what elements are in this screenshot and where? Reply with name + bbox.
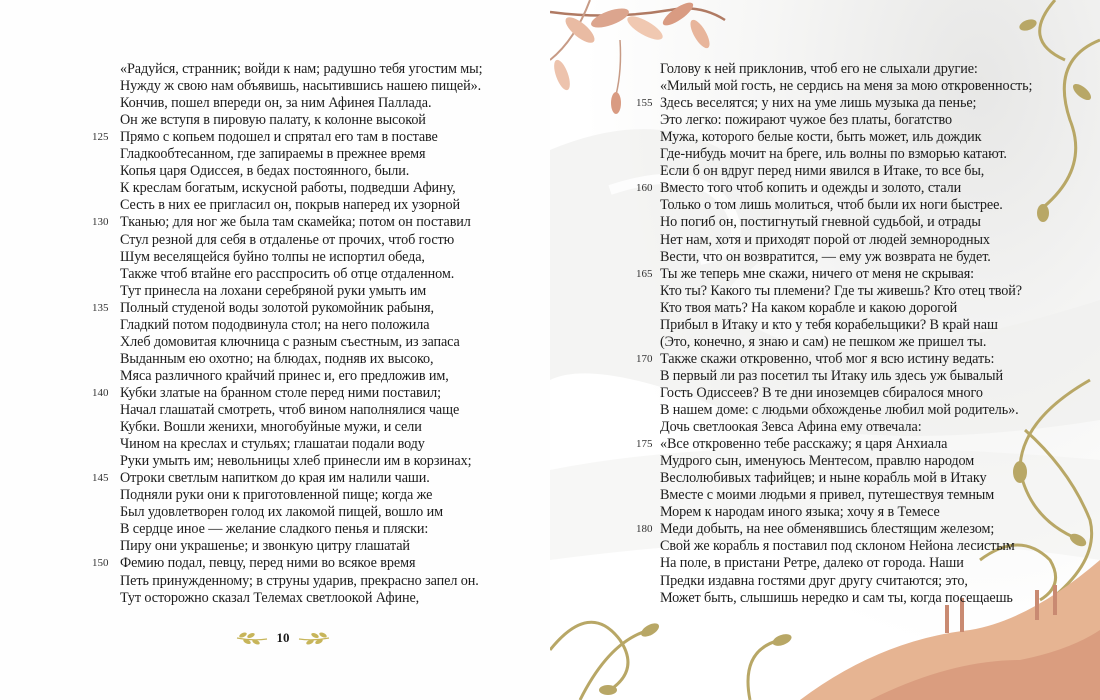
verse-line: Но погиб он, постигнутый гневной судьбой, и отрады (660, 214, 981, 231)
verse-line: Также скажи откровенно, чтоб мог я всю истину ведать: (660, 350, 995, 367)
verse-line: Ты же теперь мне скажи, ничего от меня не скрывая: (660, 265, 975, 282)
verse-line: Отроки светлым напитком до края им налили чаши. (120, 470, 430, 487)
verse-line: В нашем доме: с людьми обхожденье любил мой родитель». (660, 402, 1019, 418)
line-number: 145 (92, 472, 109, 485)
verse-line: Фемию подал, певцу, перед ними во всякое время (120, 555, 416, 572)
verse-line: Хлеб домовитая ключница с разным съестным, из запаса (120, 333, 460, 350)
verse-line: Руки умыть им; невольницы хлеб принесли им в корзинах; (120, 453, 472, 470)
verse-line: К креслам богатым, искусной работы, подведши Афину, (120, 180, 456, 197)
verse-line: Тут принесла на лохани серебряной руки умыть им (120, 282, 427, 299)
verse-line: Дочь светлоокая Зевса Афина ему отвечала: (660, 419, 922, 436)
page-folio (233, 628, 333, 648)
verse-line: Может быть, слышишь нередко и сам ты, когда посещаешь (660, 589, 1013, 606)
page-number: 10 (276, 630, 290, 645)
verse-line: Гость Одиссеев? В те дни иноземцев сбиралося много (660, 384, 983, 401)
verse-line: В сердце иное — желание сладкого пенья и пляски: (120, 521, 429, 538)
verse-line: Прямо с копьем подошел и спрятал его там в поставе (120, 129, 438, 146)
verse-line: Вместе с моими людьми я привел, путешествуя темным (660, 487, 995, 504)
line-number: 180 (636, 523, 653, 536)
verse-line: Кубки златые на бранном столе перед ними поставил; (120, 384, 441, 401)
verse-line: Был удовлетворен голод их лакомой пищей, вошло им (120, 504, 443, 521)
line-number: 175 (636, 438, 653, 451)
verse-line: (Это, конечно, я знаю и сам) не пешком же пришел ты. (660, 333, 987, 350)
verse-line: Предки издавна гостями друг другу считаются; это, (660, 572, 968, 589)
verse-line: На поле, в пристани Ретре, далеко от города. Наши (660, 555, 964, 572)
verse-line: Если б он вдруг перед ними явился в Итаке, то все бы, (660, 163, 985, 180)
verse-line: Тут осторожно сказал Телемах светлоокой Афине, (120, 589, 420, 606)
verse-line: Только о том лишь молиться, чтоб были их ноги быстрее. (660, 197, 1003, 214)
verse-line: Полный студеной воды золотой рукомойник рабыня, (120, 299, 434, 316)
right-page-text (550, 0, 1100, 700)
line-number: 170 (636, 352, 653, 365)
line-number: 125 (92, 131, 109, 144)
verse-line: Сесть в них ее пригласил он, покрыв наперед их узорной (120, 197, 460, 214)
verse-line: В первый ли раз посетил ты Итаку иль здесь уж бывалый (660, 367, 1003, 384)
verse-line: «Радуйся, странник; войди к нам; радушно тебя угостим мы; (120, 61, 483, 77)
line-number: 135 (92, 301, 109, 314)
verse-line: Кубки. Вошли женихи, многобуйные мужи, и сели (120, 419, 422, 436)
verse-line: Мяса различного крайчий принес и, его предложив им, (120, 367, 449, 384)
verse-line: «Милый мой гость, не сердись на меня за мою откровенность; (660, 78, 1033, 95)
right-page (550, 0, 1100, 700)
verse-line: Здесь веселятся; у них на уме лишь музыка да пенье; (660, 95, 977, 112)
verse-line: Нет нам, хотя и приходят порой от людей земнородных (660, 231, 990, 248)
verse-line: Начал глашатай смотреть, чтоб вином наполнялися чаще (120, 402, 460, 418)
verse-line: Чином на креслах и стульях; глашатаи подали воду (120, 436, 425, 453)
verse-line: Он же вступя в пировую палату, к колонне высокой (120, 112, 426, 129)
verse-line: Также чтоб втайне его расспросить об отце отдаленном. (120, 265, 455, 282)
line-number: 150 (92, 557, 109, 570)
verse-line: Морем к народам иного языка; хочу я в Темесе (660, 504, 940, 521)
verse-line: Мужа, которого белые кости, быть может, иль дождик (660, 129, 982, 146)
verse-line: Мудрого сын, именуюсь Ментесом, правлю народом (660, 453, 975, 470)
verse-line: Это легко: пожирают чужое без платы, богатство (660, 112, 952, 129)
line-number: 140 (92, 386, 109, 399)
line-number: 160 (636, 182, 653, 195)
verse-line: Кто твоя мать? На каком корабле и какою дорогой (660, 299, 958, 316)
verse-line: Петь принужденному; в струны ударив, прекрасно запел он. (120, 572, 479, 589)
right-laurel-ornament-icon (297, 631, 331, 645)
left-laurel-ornament-icon (235, 631, 269, 645)
verse-line: Кончив, пошел впереди он, за ним Афинея Паллада. (120, 95, 432, 112)
verse-line: Подняли руки они к приготовленной пище; когда же (120, 487, 433, 504)
line-number: 155 (636, 97, 653, 110)
line-number: 165 (636, 267, 653, 280)
verse-line: Стул резной для себя в отдаленье от прочих, чтоб гостю (120, 231, 455, 248)
line-number: 130 (92, 216, 109, 229)
verse-line: Гладкообтесанном, где запираемы в прежнее время (120, 146, 426, 163)
verse-line: Где-нибудь мочит на бреге, иль волны по взморью катают. (660, 146, 1007, 163)
verse-line: Кто ты? Какого ты племени? Где ты живешь? Кто отец твой? (660, 282, 1022, 299)
verse-line: Голову к ней приклонив, чтоб его не слыхали другие: (660, 61, 978, 77)
verse-line: Копья царя Одиссея, в бедах постоянного, были. (120, 163, 410, 180)
verse-line: Пиру они украшенье; и звонкую цитру глашатай (120, 538, 410, 555)
verse-line: Вести, что он возвратится, — ему уж возврата не будет. (660, 248, 991, 265)
verse-line: Гладкий потом пододвинула стол; на него положила (120, 316, 430, 333)
verse-line: Вместо того чтоб копить и одежды и золото, стали (660, 180, 962, 197)
verse-line: Меди добыть, на нее обменявшись блестящим железом; (660, 521, 995, 538)
verse-line: Нужду ж свою нам объявишь, насытившись нашею пищей». (120, 78, 482, 95)
verse-line: Свой же корабль я поставил под склоном Нейона лесистым (660, 538, 1015, 555)
verse-line: Тканью; для ног же была там скамейка; потом он поставил (120, 214, 471, 231)
verse-line: Выданным ею охотно; на блюдах, подняв их высоко, (120, 350, 434, 367)
verse-line: Прибыл в Итаку и кто у тебя корабельщики? В край наш (660, 316, 998, 333)
verse-line: Веслолюбивых тафийцев; и ныне корабль мой в Итаку (660, 470, 987, 487)
verse-line: Шум веселящейся буйно толпы не испортил обеда, (120, 248, 425, 265)
verse-line: «Все откровенно тебе расскажу; я царя Анхиала (660, 436, 948, 453)
